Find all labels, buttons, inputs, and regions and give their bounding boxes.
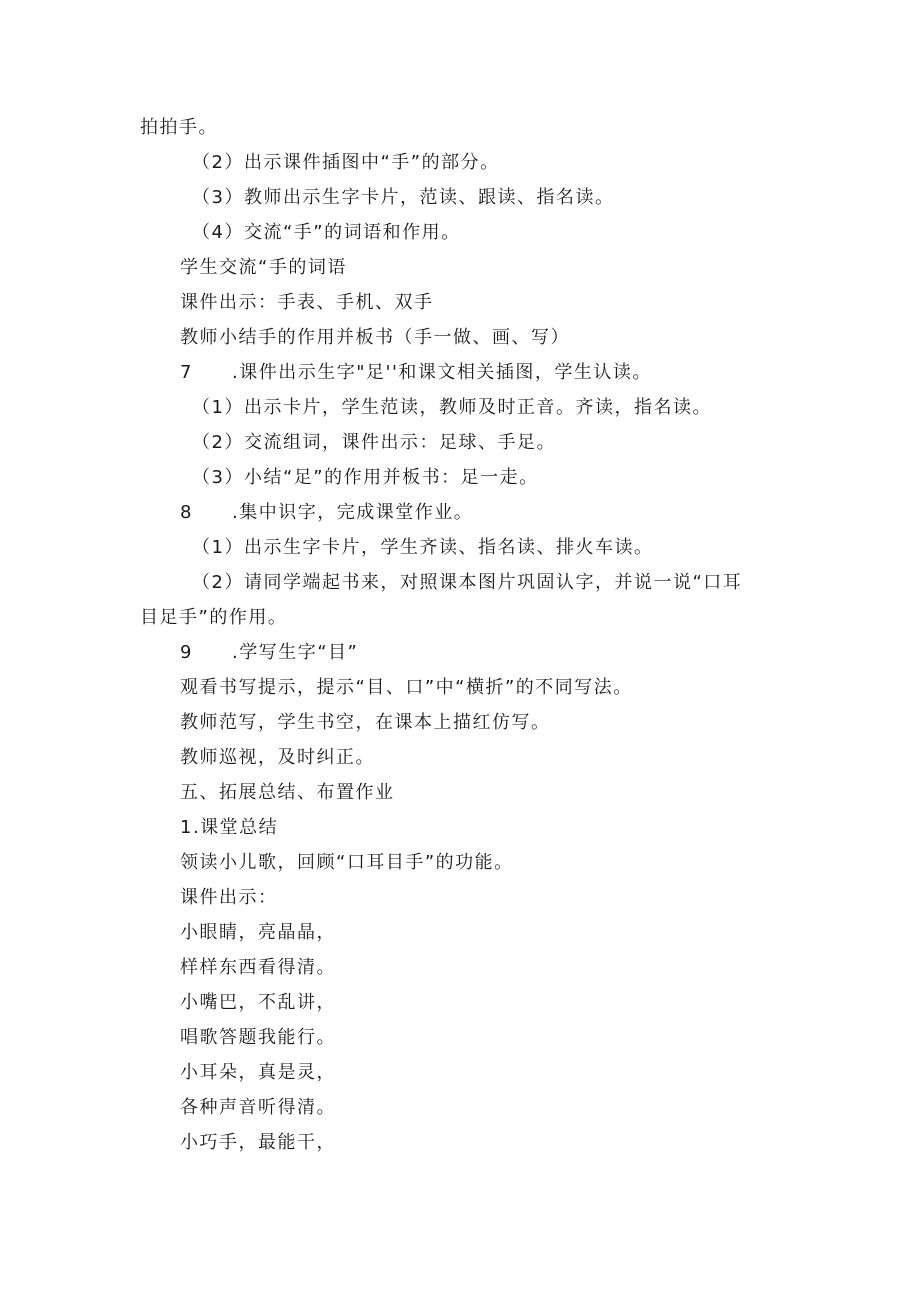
- step-number: 7: [180, 362, 193, 383]
- text-line: （2）请同学端起书来，对照课本图片巩固认字，并说一说“口耳: [192, 572, 743, 593]
- text-line: 课件出示：手表、手机、双手: [180, 292, 434, 313]
- text-line: （4）交流“手”的词语和作用。: [192, 222, 461, 243]
- poem-line: 唱歌答题我能行。: [180, 1027, 336, 1048]
- poem-line: 各种声音听得清。: [180, 1097, 336, 1118]
- text-line: 教师范写，学生书空，在课本上描红仿写。: [180, 712, 551, 733]
- text-line: 领读小儿歌，回顾“口耳目手”的功能。: [180, 852, 514, 873]
- numbered-step: [180, 501, 473, 525]
- step-text: .学写生字“目”: [232, 642, 359, 663]
- text-line: 目足手”的作用。: [140, 607, 288, 628]
- step-text: .课件出示生字"足''和课文相关插图，学生认读。: [232, 362, 652, 383]
- text-line: （2）出示课件插图中“手”的部分。: [192, 152, 500, 173]
- text-line: 学生交流“手的词语: [180, 257, 347, 278]
- text-line: （1）出示卡片，学生范读，教师及时正音。齐读，指名读。: [192, 397, 712, 418]
- text-line: 课件出示：: [180, 887, 278, 908]
- section-heading: 五、拓展总结、布置作业: [180, 782, 395, 803]
- poem-line: 小眼睛，亮晶晶，: [180, 922, 336, 943]
- numbered-step: [180, 361, 652, 385]
- poem-line: 样样东西看得清。: [180, 957, 336, 978]
- step-text: .集中识字，完成课堂作业。: [232, 502, 474, 523]
- text-line: 观看书写提示，提示“目、口”中“横折”的不同写法。: [180, 677, 633, 698]
- text-line: 拍拍手。: [140, 117, 218, 138]
- numbered-step: [180, 641, 358, 665]
- poem-line: 小巧手，最能干，: [180, 1132, 336, 1153]
- text-line: 教师巡视，及时纠正。: [180, 747, 375, 768]
- step-number: 9: [180, 642, 193, 663]
- subsection-heading: 1.课堂总结: [180, 817, 279, 838]
- poem-line: 小耳朵，真是灵，: [180, 1062, 336, 1083]
- text-line: 教师小结手的作用并板书（手一做、画、写）: [180, 327, 570, 348]
- text-line: （3）小结“足”的作用并板书：足一走。: [192, 467, 539, 488]
- step-number: 8: [180, 502, 193, 523]
- text-line: （3）教师出示生字卡片，范读、跟读、指名读。: [192, 187, 615, 208]
- text-line: （2）交流组词，课件出示：足球、手足。: [192, 432, 556, 453]
- text-line: （1）出示生字卡片，学生齐读、指名读、排火车读。: [192, 537, 654, 558]
- poem-line: 小嘴巴，不乱讲，: [180, 992, 336, 1013]
